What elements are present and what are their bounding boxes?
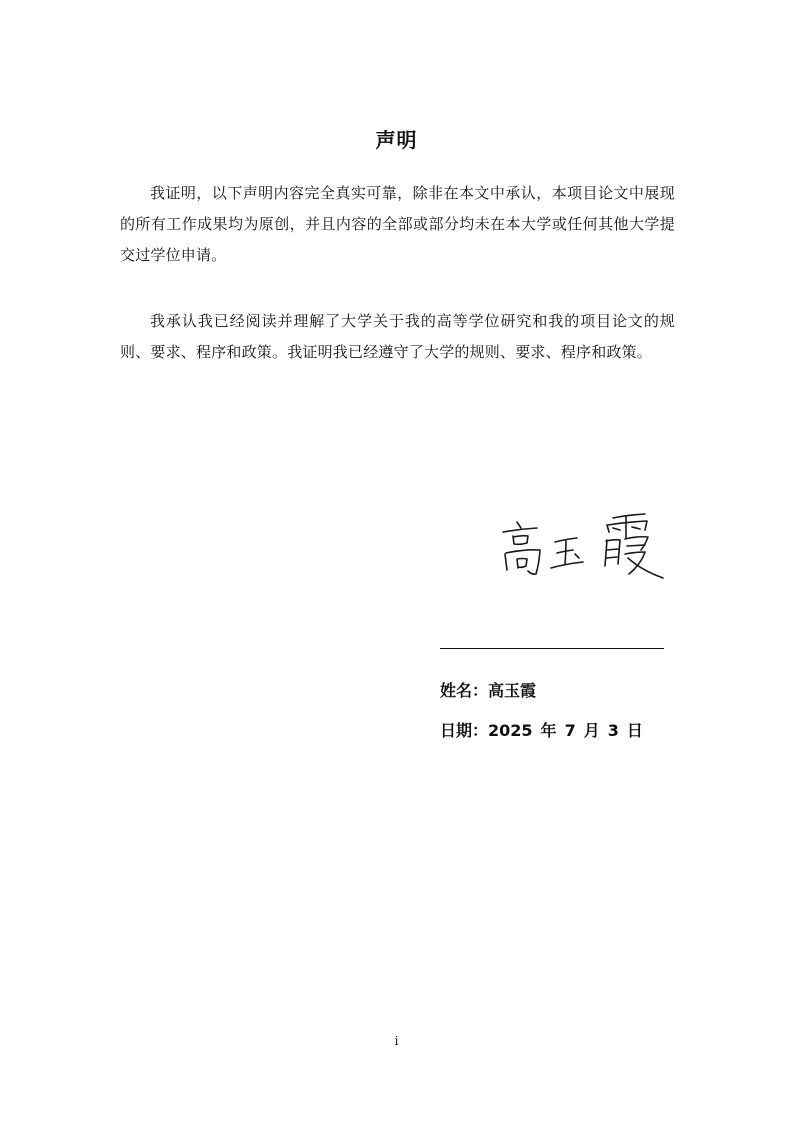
date-label: 日期：	[440, 721, 489, 740]
name-label: 姓名：	[440, 681, 489, 700]
date-year: 2025	[488, 721, 533, 740]
page-number: i	[394, 1034, 399, 1048]
date-row	[440, 718, 643, 741]
date-month-unit: 月	[583, 721, 600, 740]
date-month: 7	[564, 721, 576, 740]
handwritten-signature	[495, 508, 670, 586]
name-row	[440, 678, 536, 701]
declaration-paragraph-compliance: 我承认我已经阅读并理解了大学关于我的高等学位研究和我的项目论文的规则、要求、程序和政策。我证明我已经遵守了大学的规则、要求、程序和政策。	[120, 312, 675, 361]
declaration-paragraph-originality: 我证明，以下声明内容完全真实可靠，除非在本文中承认，本项目论文中展现的所有工作成果均为原创，并且内容的全部或部分均未在本大学或任何其他大学提交过学位申请。	[120, 184, 675, 264]
date-day-unit: 日	[626, 721, 643, 740]
name-value: 高玉霞	[488, 681, 537, 700]
page-title: 声明	[375, 128, 418, 152]
signature-line	[440, 648, 664, 649]
date-day: 3	[607, 721, 619, 740]
date-year-unit: 年	[540, 721, 557, 740]
